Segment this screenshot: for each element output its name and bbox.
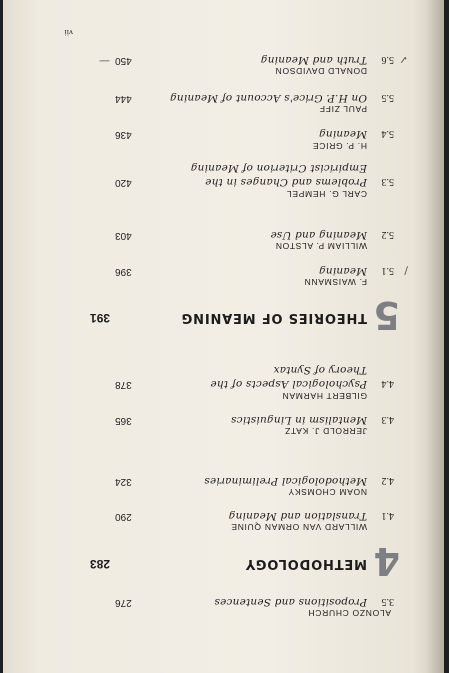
toc-entry-title-line-2: Empiricist Criterion of Meaning [190, 162, 367, 174]
toc-author: WILLIAM P. ALSTON [275, 241, 367, 251]
part-5-title: THEORIES OF MEANING [180, 310, 367, 325]
table-of-contents [3, 0, 444, 673]
handwritten-mark: / [404, 264, 408, 277]
part-4-numeral: 4 [373, 539, 400, 583]
toc-page-number: 378 [115, 379, 132, 390]
toc-entry-title-line-1: Problems and Changes in the [205, 176, 367, 188]
roman-page-numeral: vii [64, 28, 73, 37]
toc-entry-title: Meaning [318, 128, 367, 140]
toc-entry-number: 5.4 [381, 128, 394, 139]
toc-entry-number: 4.2 [381, 475, 394, 486]
toc-entry-number: 3.5 [381, 596, 394, 607]
handwritten-dash-mark: — [99, 55, 110, 68]
toc-entry-title: Meaning [318, 265, 367, 277]
toc-page-number: 276 [115, 597, 132, 608]
toc-entry-title: Methodological Preliminaries [204, 475, 367, 487]
toc-entry-title-line-2: Theory of Syntax [273, 364, 367, 376]
toc-entry-title: Translation and Meaning [228, 510, 367, 522]
toc-page-number: 324 [115, 476, 132, 487]
toc-entry-title: Truth and Meaning [260, 54, 367, 66]
part-5-numeral: 5 [373, 293, 400, 337]
toc-entry-number: 5.6 [381, 54, 394, 65]
toc-author: ALONZO CHURCH [307, 608, 391, 618]
toc-page-number: 365 [115, 415, 132, 426]
toc-author: PAUL ZIFF [319, 104, 367, 114]
toc-author: NOAM CHOMSKY [287, 487, 367, 497]
toc-entry-title: Mentalism in Linguistics [230, 414, 367, 426]
toc-page-number: 396 [115, 266, 132, 277]
toc-entry-number: 4.1 [381, 510, 394, 521]
toc-page-number: 420 [115, 177, 132, 188]
toc-author: JERROLD J. KATZ [284, 426, 367, 436]
toc-entry-number: 5.3 [381, 176, 394, 187]
toc-entry-title: Meaning and Use [270, 229, 367, 241]
toc-author: H. P. GRICE [312, 141, 367, 151]
toc-page-number: 290 [115, 511, 132, 522]
toc-entry-title-line-1: Psychological Aspects of the [210, 378, 367, 390]
toc-author: WILLARD VAN ORMAN QUINE [230, 522, 367, 532]
toc-page-number: 436 [115, 129, 132, 140]
toc-author: F. WAISMANN [303, 277, 367, 287]
toc-page-number: 450 [115, 55, 132, 66]
toc-entry-number: 5.5 [381, 92, 394, 103]
toc-entry-number: 5.1 [381, 265, 394, 276]
toc-entry-number: 4.3 [381, 414, 394, 425]
part-4-title: METHODOLOGY [245, 556, 367, 571]
toc-entry-title: On H.P. Grice's Account of Meaning [169, 92, 367, 104]
toc-author: CARL G. HEMPEL [286, 189, 367, 199]
toc-author: GILBERT HARMAN [281, 391, 367, 401]
part-5-page-number: 391 [89, 311, 110, 325]
book-page [3, 0, 444, 673]
toc-entry-number: 5.2 [381, 229, 394, 240]
toc-entry-title: Propositions and Sentences [214, 596, 367, 608]
toc-page-number: 403 [115, 230, 132, 241]
handwritten-check-mark: ✓ [398, 53, 408, 66]
toc-author: DONALD DAVIDSON [274, 66, 367, 76]
part-4-page-number: 283 [89, 557, 110, 571]
toc-page-number: 444 [115, 93, 132, 104]
toc-entry-number: 4.4 [381, 378, 394, 389]
